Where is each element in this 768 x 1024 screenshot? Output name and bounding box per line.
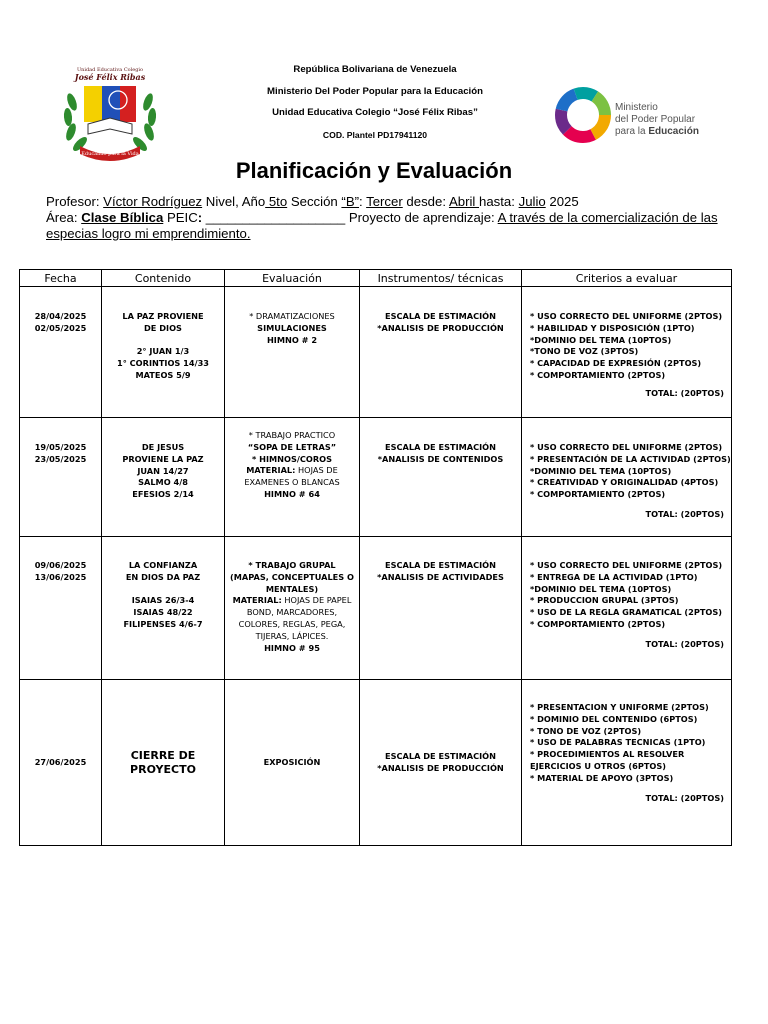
- header-evaluacion: Evaluación: [225, 270, 360, 287]
- header-ministry: Ministerio Del Poder Popular para la Educación: [267, 85, 483, 97]
- material-text: HOJAS DE PAPEL BOND, MARCADORES, COLORES, REGLAS, PEGA, TIJERAS, LÁPICES.: [238, 595, 352, 641]
- info-line-3: [46, 226, 718, 242]
- school-logo: [58, 62, 162, 166]
- school-logo-top-text: Unidad Educativa Colegio: [76, 67, 144, 73]
- material-label: MATERIAL:: [232, 595, 282, 606]
- criterios-cell: [522, 537, 732, 680]
- total-text: TOTAL: (20PTOS): [645, 638, 724, 649]
- ministry-ring-icon: [561, 93, 605, 137]
- header-contenido: Contenido: [102, 270, 225, 287]
- info-line-2: [46, 210, 718, 226]
- total-text: TOTAL: (20PTOS): [645, 508, 724, 519]
- peic-colon: :: [197, 210, 206, 225]
- evaluacion-bold-text: “SOPA DE LETRAS” * HIMNOS/COROS: [247, 441, 337, 464]
- nivel-label: Nivel, Año: [202, 194, 266, 209]
- criterios-text: * USO CORRECTO DEL UNIFORME (2PTOS) * PRESENTACIÓN DE LA ACTIVIDAD (2PTOS) *DOMINIO DEL TEMA (10PTOS) * CREATIVIDAD Y ORIGINALIDAD (4PTOS) * COMPORTAMIENTO (2PTOS): [530, 442, 731, 500]
- instrumentos-text: ESCALA DE ESTIMACIÓN *ANALISIS DE PRODUCCIÓN: [377, 750, 504, 773]
- total-text: TOTAL: (20PTOS): [645, 792, 724, 803]
- fecha-text: 19/05/2025 23/05/2025: [34, 442, 87, 464]
- peic-blank: ___________________: [205, 210, 346, 225]
- planning-info: [46, 194, 718, 242]
- desde-value: Abril: [448, 194, 479, 209]
- profesor-label: Profesor:: [46, 194, 104, 209]
- contenido-cell: [102, 287, 225, 418]
- planning-table: [19, 269, 732, 846]
- header-fecha: Fecha: [20, 270, 102, 287]
- evaluacion-text: * TRABAJO GRUPAL (MAPAS, CONCEPTUALES O MENTALES): [230, 560, 354, 594]
- ministry-logo-line1: Ministerio: [615, 102, 658, 113]
- desde-label: desde:: [402, 194, 449, 209]
- criterios-cell: [522, 418, 732, 537]
- header-school-code: COD. Plantel PD17941120: [322, 129, 428, 140]
- fecha-text: 28/04/2025 02/05/2025: [34, 311, 87, 333]
- area-value: Clase Bíblica: [81, 210, 164, 225]
- svg-text:para la Educación: [615, 126, 699, 137]
- total-text: TOTAL: (20PTOS): [645, 387, 724, 398]
- info-line-1: [46, 194, 718, 210]
- instrumentos-text: ESCALA DE ESTIMACIÓN *ANALISIS DE CONTENIDOS: [377, 442, 504, 464]
- himno-text: HIMNO # 64: [264, 488, 320, 499]
- fecha-text: 09/06/2025 13/06/2025: [34, 560, 87, 582]
- header-country: República Bolivariana de Venezuela: [293, 64, 457, 75]
- instrumentos-cell: [360, 680, 522, 846]
- evaluacion-cell: [225, 418, 360, 537]
- evaluacion-text: * TRABAJO PRACTICO: [248, 430, 336, 440]
- table-row: [20, 418, 732, 537]
- fecha-cell: [20, 418, 102, 537]
- contenido-text: LA CONFIANZA EN DIOS DA PAZ ISAIAS 26/3-4 ISAIAS 48/22 FILIPENSES 4/6-7: [123, 560, 203, 629]
- table-row: [20, 537, 732, 680]
- criterios-text: * USO CORRECTO DEL UNIFORME (2PTOS) * ENTREGA DE LA ACTIVIDAD (1PTO) *DOMINIO DEL TEMA (10PTOS) * PRODUCCION GRUPAL (3PTOS) * USO DE LA REGLA GRAMATICAL (2PTOS) * COMPORTAMIENTO (2PTOS): [530, 560, 723, 629]
- ministry-logo-line3: para la: [615, 126, 646, 137]
- table-row: [20, 287, 732, 418]
- material-label: MATERIAL:: [246, 465, 296, 476]
- criterios-text: * PRESENTACION Y UNIFORME (2PTOS) * DOMINIO DEL CONTENIDO (6PTOS) * TONO DE VOZ (2PTOS) * USO DE PALABRAS TECNICAS (1PTO) * PROCEDIMIENTOS AL RESOLVER EJERCICIOS U OTROS (6PTOS) * MATERIAL DE APOYO (3PTOS): [530, 702, 709, 783]
- proyecto-value-2: especias logro mi emprendimiento.: [46, 226, 251, 241]
- instrumentos-cell: [360, 537, 522, 680]
- proyecto-value-1: A través de la comercialización de las: [497, 210, 718, 225]
- header-criterios: Criterios a evaluar: [522, 270, 732, 287]
- instrumentos-text: ESCALA DE ESTIMACIÓN *ANALISIS DE PRODUCCIÓN: [377, 311, 504, 333]
- evaluacion-cell: [225, 680, 360, 846]
- himno-text: HIMNO # 95: [264, 642, 320, 653]
- fecha-cell: [20, 680, 102, 846]
- fecha-text: 27/06/2025: [34, 756, 87, 767]
- header-school: Unidad Educativa Colegio “José Félix Ribas”: [272, 107, 478, 118]
- fecha-cell: [20, 287, 102, 418]
- ministry-logo: [553, 82, 703, 148]
- profesor-value: Víctor Rodríguez: [103, 194, 203, 209]
- instrumentos-cell: [360, 418, 522, 537]
- instrumentos-cell: [360, 287, 522, 418]
- lapso-separator: :: [359, 194, 367, 209]
- table-row: [20, 680, 732, 846]
- hasta-label: hasta:: [479, 194, 519, 209]
- contenido-text: LA PAZ PROVIENE DE DIOS 2° JUAN 1/3 1° CORINTIOS 14/33 MATEOS 5/9: [117, 311, 209, 380]
- contenido-cell: [102, 680, 225, 846]
- seccion-label: Sección: [287, 194, 342, 209]
- criterios-text: * USO CORRECTO DEL UNIFORME (2PTOS) * HABILIDAD Y DISPOSICIÓN (1PTO) *DOMINIO DEL TEMA (10PTOS) *TONO DE VOZ (3PTOS) * CAPACIDAD DE EXPRESIÓN (2PTOS) * COMPORTAMIENTO (2PTOS): [530, 311, 723, 380]
- material-text: HOJAS DE EXAMENES O BLANCAS: [244, 465, 340, 488]
- seccion-value: “B”: [341, 194, 360, 209]
- contenido-cell: [102, 418, 225, 537]
- ministry-logo-line3b: Educación: [648, 126, 699, 137]
- school-logo-name: José Félix Ribas: [74, 72, 146, 82]
- proyecto-label: Proyecto de aprendizaje:: [345, 210, 498, 225]
- fecha-cell: [20, 537, 102, 680]
- evaluacion-text: * DRAMATIZACIONES: [249, 311, 335, 321]
- school-motto: Educando para la Vida: [81, 151, 139, 157]
- flag-stripe-red: [120, 86, 136, 122]
- criterios-cell: [522, 680, 732, 846]
- hasta-value: Julio: [518, 194, 546, 209]
- evaluacion-text: EXPOSICIÓN: [263, 756, 321, 767]
- criterios-cell: [522, 287, 732, 418]
- contenido-text: DE JESUS PROVIENE LA PAZ JUAN 14/27 SALMO 4/8 EFESIOS 2/14: [122, 442, 204, 500]
- contenido-cell: [102, 537, 225, 680]
- header-instrumentos: Instrumentos/ técnicas: [360, 270, 522, 287]
- ministry-logo-line2: del Poder Popular: [615, 114, 696, 125]
- peic-label: PEIC: [163, 210, 198, 225]
- document-header: [220, 62, 530, 148]
- year-value: 2025: [545, 194, 579, 209]
- instrumentos-text: ESCALA DE ESTIMACIÓN *ANALISIS DE ACTIVIDADES: [377, 560, 504, 582]
- nivel-value: 5to: [265, 194, 288, 209]
- evaluacion-cell: [225, 537, 360, 680]
- contenido-text: CIERRE DE PROYECTO: [130, 748, 196, 776]
- flag-stripe-yellow: [84, 86, 102, 122]
- lapso-value: Tercer: [366, 194, 403, 209]
- evaluacion-bold-text: SIMULACIONES HIMNO # 2: [257, 322, 327, 345]
- page-title: Planificación y Evaluación: [235, 158, 513, 183]
- evaluacion-cell: [225, 287, 360, 418]
- table-header-row: [20, 270, 732, 287]
- area-label: Área:: [46, 210, 82, 225]
